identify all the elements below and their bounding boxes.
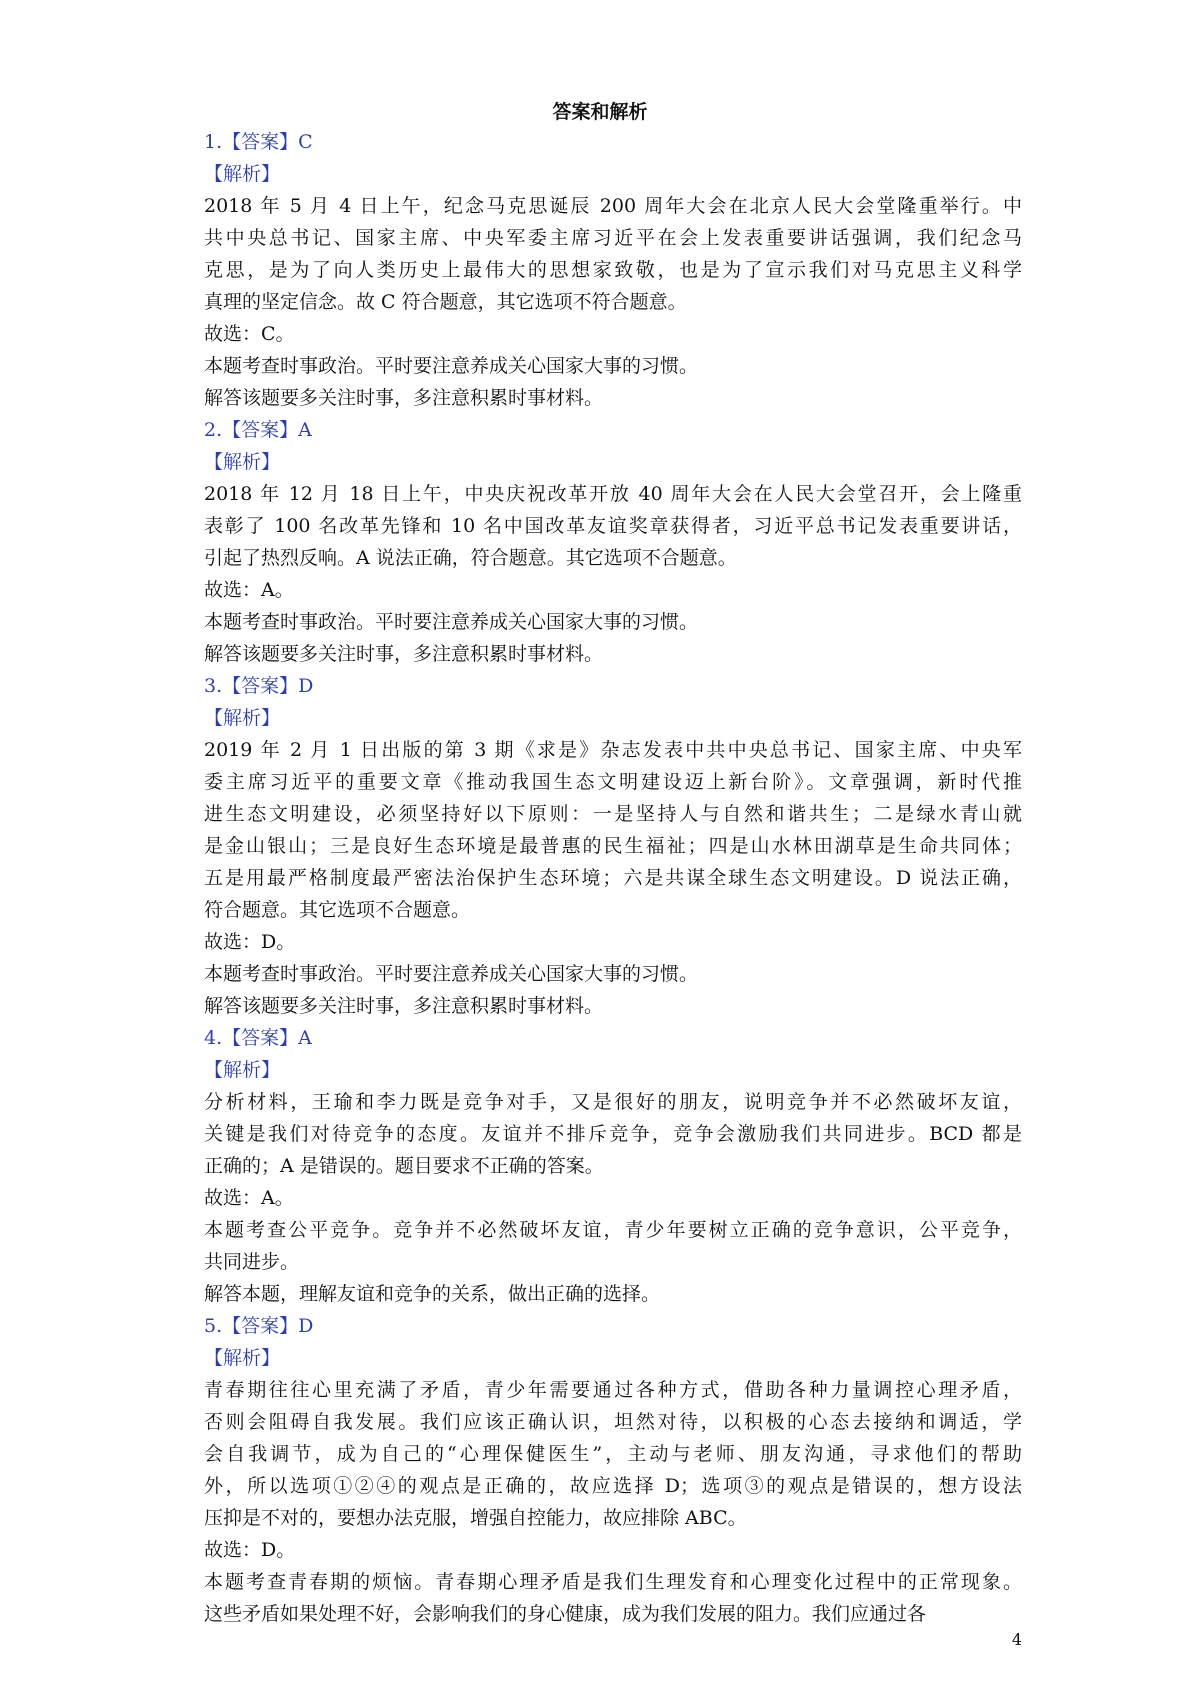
analysis-paragraph <box>204 1214 1022 1278</box>
text-line: 压抑是不对的，要想办法克服，增强自控能力，故应排除 ABC。 <box>204 1507 747 1529</box>
text-line: 本题考查时事政治。平时要注意养成关心国家大事的习惯。 <box>204 355 699 377</box>
analysis-paragraph <box>204 734 1022 926</box>
text-line: 2019 年 2 月 1 日出版的第 3 期《求是》杂志发表中共中央总书记、国家主席、中央军 <box>204 739 1022 761</box>
answer-content <box>204 126 1022 1630</box>
analysis-paragraph <box>204 190 1022 318</box>
text-line: 委主席习近平的重要文章《推动我国生态文明建设迈上新台阶》。文章强调，新时代推 <box>204 771 1022 793</box>
text-line: 共中央总书记、国家主席、中央军委主席习近平在会上发表重要讲话强调，我们纪念马 <box>204 227 1022 249</box>
text-line: 本题考查时事政治。平时要注意养成关心国家大事的习惯。 <box>204 963 699 985</box>
text-line: 克思，是为了向人类历史上最伟大的思想家致敬，也是为了宣示我们对马克思主义科学 <box>204 259 1022 281</box>
text-line: 故选：D。 <box>204 931 296 953</box>
text-line: 2018 年 12 月 18 日上午，中央庆祝改革开放 40 周年大会在人民大会堂召开，会上隆重 <box>204 483 1022 505</box>
analysis-paragraph <box>204 350 1022 382</box>
answer-heading: 2.【答案】A <box>204 419 312 441</box>
answer-heading: 5.【答案】D <box>204 1315 314 1337</box>
text-line: 否则会阻碍自我发展。我们应该正确认识，坦然对待，以积极的心态去接纳和调适，学 <box>204 1411 1022 1433</box>
text-line: 故选：C。 <box>204 323 295 345</box>
text-line: 会自我调节，成为自己的“心理保健医生”，主动与老师、朋友沟通，寻求他们的帮助 <box>204 1443 1022 1465</box>
text-line: 青春期往往心里充满了矛盾，青少年需要通过各种方式，借助各种力量调控心理矛盾， <box>204 1379 1022 1401</box>
analysis-paragraph <box>204 958 1022 990</box>
text-line: 解答该题要多关注时事，多注意积累时事材料。 <box>204 387 604 409</box>
text-line: 本题考查青春期的烦恼。青春期心理矛盾是我们生理发育和心理变化过程中的正常现象。 <box>204 1571 1022 1593</box>
text-line: 解答该题要多关注时事，多注意积累时事材料。 <box>204 995 604 1017</box>
analysis-paragraph <box>204 606 1022 638</box>
analysis-paragraph <box>204 574 1022 606</box>
text-line: 解答本题，理解友谊和竞争的关系，做出正确的选择。 <box>204 1283 661 1305</box>
page-title: 答案和解析 <box>552 101 648 123</box>
answer-block <box>204 126 1022 414</box>
analysis-paragraph <box>204 1182 1022 1214</box>
page-number: 4 <box>1011 1630 1022 1649</box>
text-line: 解答该题要多关注时事，多注意积累时事材料。 <box>204 643 604 665</box>
analysis-paragraph <box>204 1086 1022 1182</box>
answer-heading: 4.【答案】A <box>204 1027 312 1049</box>
text-line: 正确的；A 是错误的。题目要求不正确的答案。 <box>204 1155 604 1177</box>
text-line: 五是用最严格制度最严密法治保护生态环境；六是共谋全球生态文明建设。D 说法正确， <box>204 867 1022 889</box>
analysis-paragraph <box>204 1374 1022 1534</box>
analysis-paragraph <box>204 1566 1022 1630</box>
text-line: 本题考查时事政治。平时要注意养成关心国家大事的习惯。 <box>204 611 699 633</box>
analysis-paragraph <box>204 1534 1022 1566</box>
text-line: 是金山银山；三是良好生态环境是最普惠的民生福祉；四是山水林田湖草是生命共同体； <box>204 835 1022 857</box>
analysis-paragraph <box>204 1278 1022 1310</box>
answer-block <box>204 1310 1022 1630</box>
analysis-paragraph <box>204 638 1022 670</box>
text-line: 共同进步。 <box>204 1251 300 1273</box>
analysis-paragraph <box>204 926 1022 958</box>
analysis-label: 【解析】 <box>204 163 281 185</box>
text-line: 故选：D。 <box>204 1539 296 1561</box>
analysis-label: 【解析】 <box>204 1347 281 1369</box>
answer-heading: 3.【答案】D <box>204 675 314 697</box>
text-line: 进生态文明建设，必须坚持好以下原则：一是坚持人与自然和谐共生；二是绿水青山就 <box>204 803 1022 825</box>
text-line: 本题考查公平竞争。竞争并不必然破坏友谊，青少年要树立正确的竞争意识，公平竞争， <box>204 1219 1022 1241</box>
text-line: 2018 年 5 月 4 日上午，纪念马克思诞辰 200 周年大会在北京人民大会堂隆重举行。中 <box>204 195 1022 217</box>
analysis-label: 【解析】 <box>204 1059 281 1081</box>
answer-block <box>204 414 1022 670</box>
answer-block <box>204 1022 1022 1310</box>
analysis-label: 【解析】 <box>204 707 281 729</box>
text-line: 关键是我们对待竞争的态度。友谊并不排斥竞争，竞争会激励我们共同进步。BCD 都是 <box>204 1123 1022 1145</box>
text-line: 外，所以选项①②④的观点是正确的，故应选择 D；选项③的观点是错误的，想方设法 <box>204 1475 1022 1497</box>
text-line: 表彰了 100 名改革先锋和 10 名中国改革友谊奖章获得者，习近平总书记发表重要讲话， <box>204 515 1022 537</box>
text-line: 分析材料，王瑜和李力既是竞争对手，又是很好的朋友，说明竞争并不必然破坏友谊， <box>204 1091 1022 1113</box>
text-line: 故选：A。 <box>204 1187 294 1209</box>
answer-heading: 1.【答案】C <box>204 131 313 153</box>
text-line: 引起了热烈反响。A 说法正确，符合题意。其它选项不合题意。 <box>204 547 737 569</box>
text-line: 真理的坚定信念。故 C 符合题意，其它选项不符合题意。 <box>204 291 687 313</box>
text-line: 这些矛盾如果处理不好，会影响我们的身心健康，成为我们发展的阻力。我们应通过各 <box>204 1603 927 1625</box>
analysis-paragraph <box>204 382 1022 414</box>
answer-block <box>204 670 1022 1022</box>
analysis-paragraph <box>204 990 1022 1022</box>
text-line: 符合题意。其它选项不合题意。 <box>204 899 471 921</box>
text-line: 故选：A。 <box>204 579 294 601</box>
analysis-paragraph <box>204 318 1022 350</box>
analysis-paragraph <box>204 478 1022 574</box>
analysis-label: 【解析】 <box>204 451 281 473</box>
